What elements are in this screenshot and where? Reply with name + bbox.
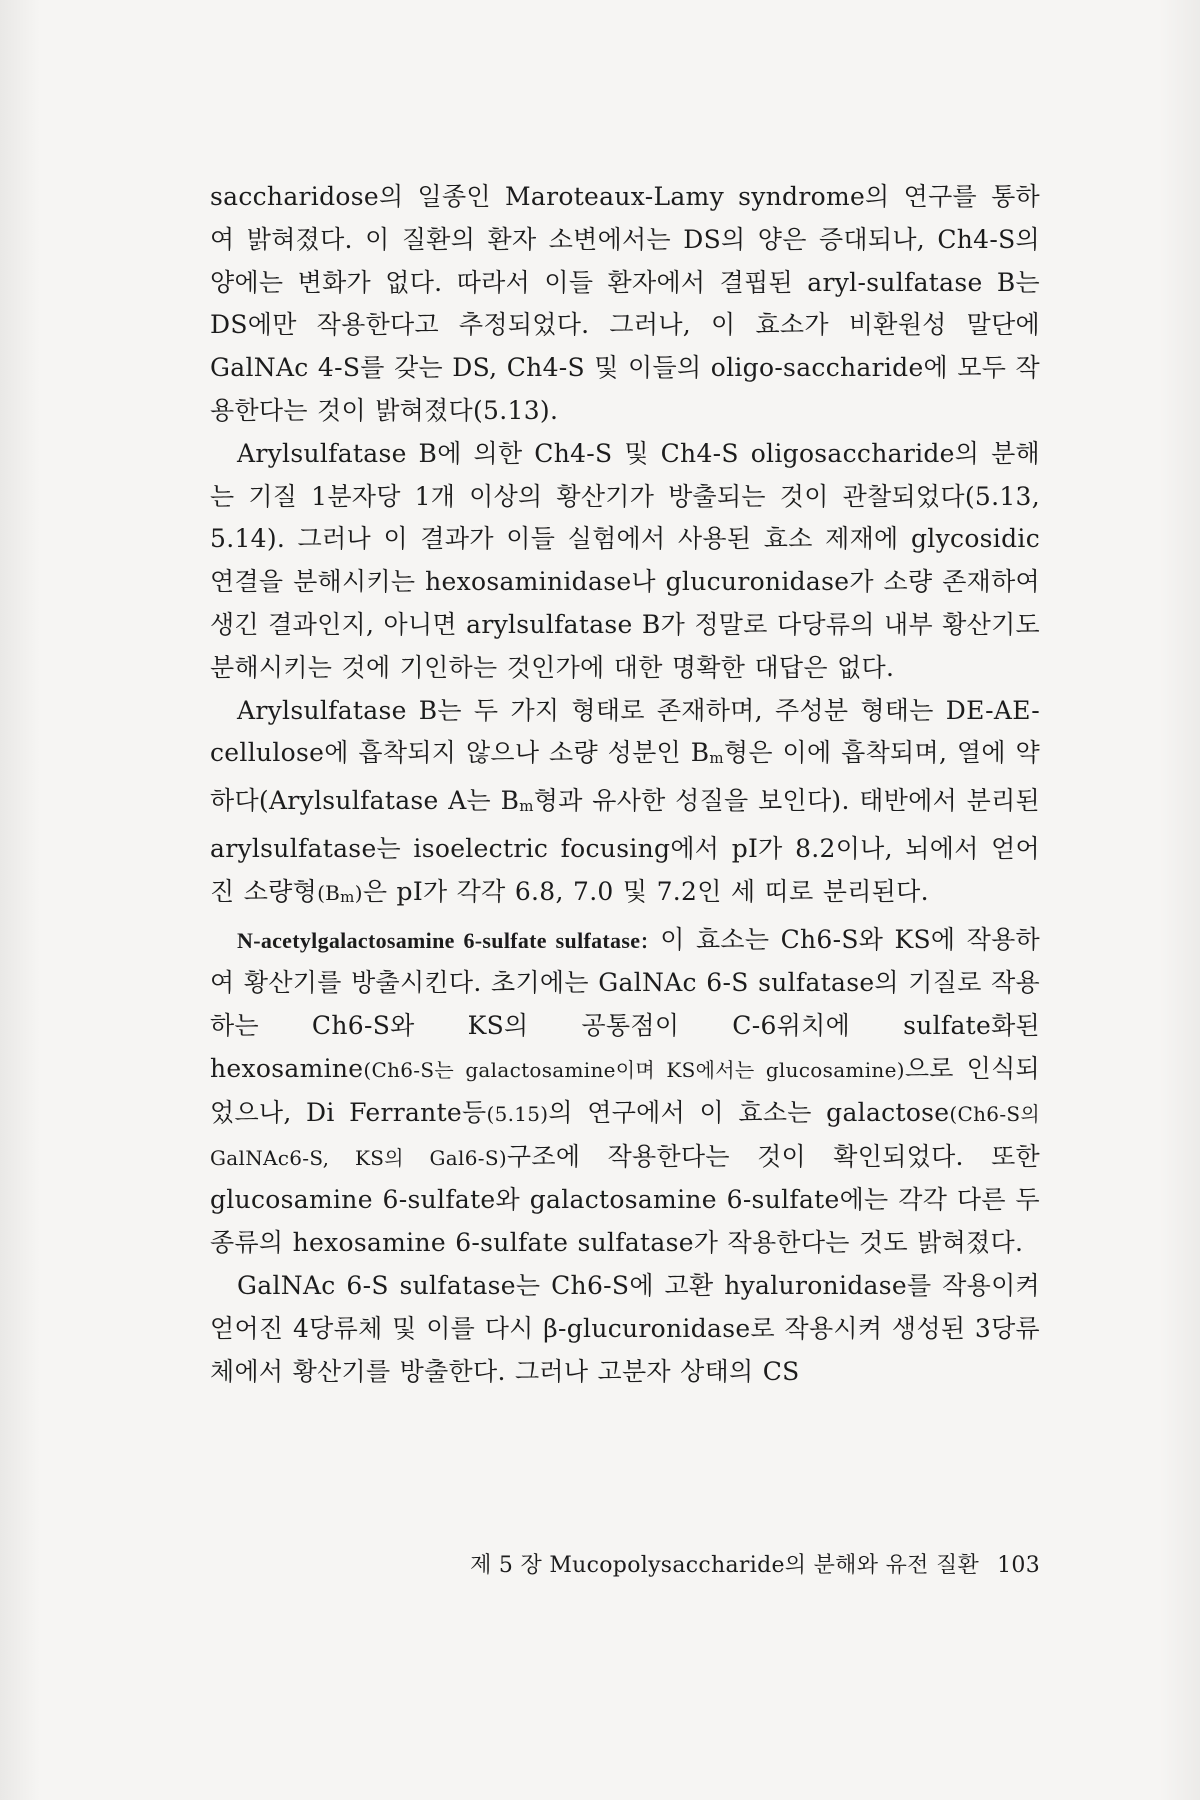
running-footer-chapter: 제 5 장 Mucopolysaccharide의 분해와 유전 질환: [470, 1553, 980, 1578]
paragraph-4-text-4: 구조에 작용한다는 것이 확인되었다. 또한 glucosamine 6-sulfate와 galactosamine 6-sulfate에는 각각 다른 두 종류의 hexosamine 6-sulfate sulfatase가 작용한다는 것도 밝혀졌다.: [210, 1141, 1040, 1258]
paragraph-4-text-2: 으로 인식되었으나, Di Ferrante등: [210, 1053, 1041, 1127]
page-number: 103: [997, 1553, 1040, 1578]
paragraph-3-text-4: 은 pI가 각각 6.8, 7.0 및 7.2인 세 띠로 분리된다.: [362, 876, 929, 906]
body-text: [210, 176, 1040, 1393]
enzyme-heading: N-acetylgalactosamine 6-sulfate sulfatase: [237, 927, 641, 953]
citation: (5.15): [486, 1101, 549, 1126]
paragraph-3-text-3: 형과 유사한 성질을 보인다). 태반에서 분리된 arylsulfatase는 isoelectric focusing에서 pI가 8.2이나, 뇌에서 얻어진 소량형: [210, 786, 1041, 906]
paragraph-4-text-3: 의 연구에서 이 효소는 galactose: [548, 1097, 950, 1127]
paragraph-3-text-1: Arylsulfatase B는 두 가지 형태로 존재하며, 주성분 형태는 DE-AE-cellulose에 흡착되지 않으나 소량 성분인 B: [210, 695, 1040, 768]
small-note: (B: [317, 880, 341, 905]
paragraph-2: Arylsulfatase B에 의한 Ch4-S 및 Ch4-S oligosaccharide의 분해는 기질 1분자당 1개 이상의 황산기가 방출되는 것이 관찰되었다(5.13, 5.14). 그러나 이 결과가 이들 실험에서 사용된 효소 제재에 glycosidic 연결을 분해시키는 hexosaminidase나 glucuronidase가 소량 존재하여 생긴 결과인지, 아니면 arylsulfatase B가 정말로 다당류의 내부 황산기도 분해시키는 것에 기인하는 것인가에 대한 명확한 대답은 없다.: [210, 438, 1040, 682]
page-footer: [400, 1548, 1040, 1579]
subscript-m: m: [709, 749, 724, 768]
paragraph-4-text-1: : 이 효소는 Ch6-S와 KS에 작용하여 황산기를 방출시킨다. 초기에는 GalNAc 6-S sulfatase의 기질로 작용하는 Ch6-S와 KS의 공통점이 C-6위치에 sulfate화된 hexosamine: [210, 924, 1040, 1083]
paragraph-3-text-2: 형은 이에 흡착되며, 열에 약하다(Arylsulfatase A는 B: [210, 738, 1040, 816]
subscript-m: m: [340, 887, 355, 906]
paragraph-3: [210, 690, 1040, 919]
subscript-m: m: [519, 797, 534, 816]
small-note-1: (Ch6-S는 galactosamine이며 KS에서는 glucosamine): [363, 1057, 905, 1082]
paragraph-4: [210, 919, 1040, 1265]
small-note-end: ): [354, 880, 363, 905]
paragraph-1: saccharidose의 일종인 Maroteaux-Lamy syndrome의 연구를 통하여 밝혀졌다. 이 질환의 환자 소변에서는 DS의 양은 증대되나, Ch4-S의 양에는 변화가 없다. 따라서 이들 환자에서 결핍된 aryl-sulfatase B는 DS에만 작용한다고 추정되었다. 그러나, 이 효소가 비환원성 말단에 GalNAc 4-S를 갖는 DS, Ch4-S 및 이들의 oligo-saccharide에 모두 작용한다는 것이 밝혀졌다(5.13).: [210, 182, 1040, 425]
paragraph-5: GalNAc 6-S sulfatase는 Ch6-S에 고환 hyaluronidase를 작용이켜 얻어진 4당류체 및 이를 다시 β-glucuronidase로 작용시켜 생성된 3당류체에서 황산기를 방출한다. 그러나 고분자 상태의 CS: [210, 1270, 1040, 1386]
small-note-2: (Ch6-S의 GalNAc6-S, KS의 Gal6-S): [210, 1101, 1040, 1170]
